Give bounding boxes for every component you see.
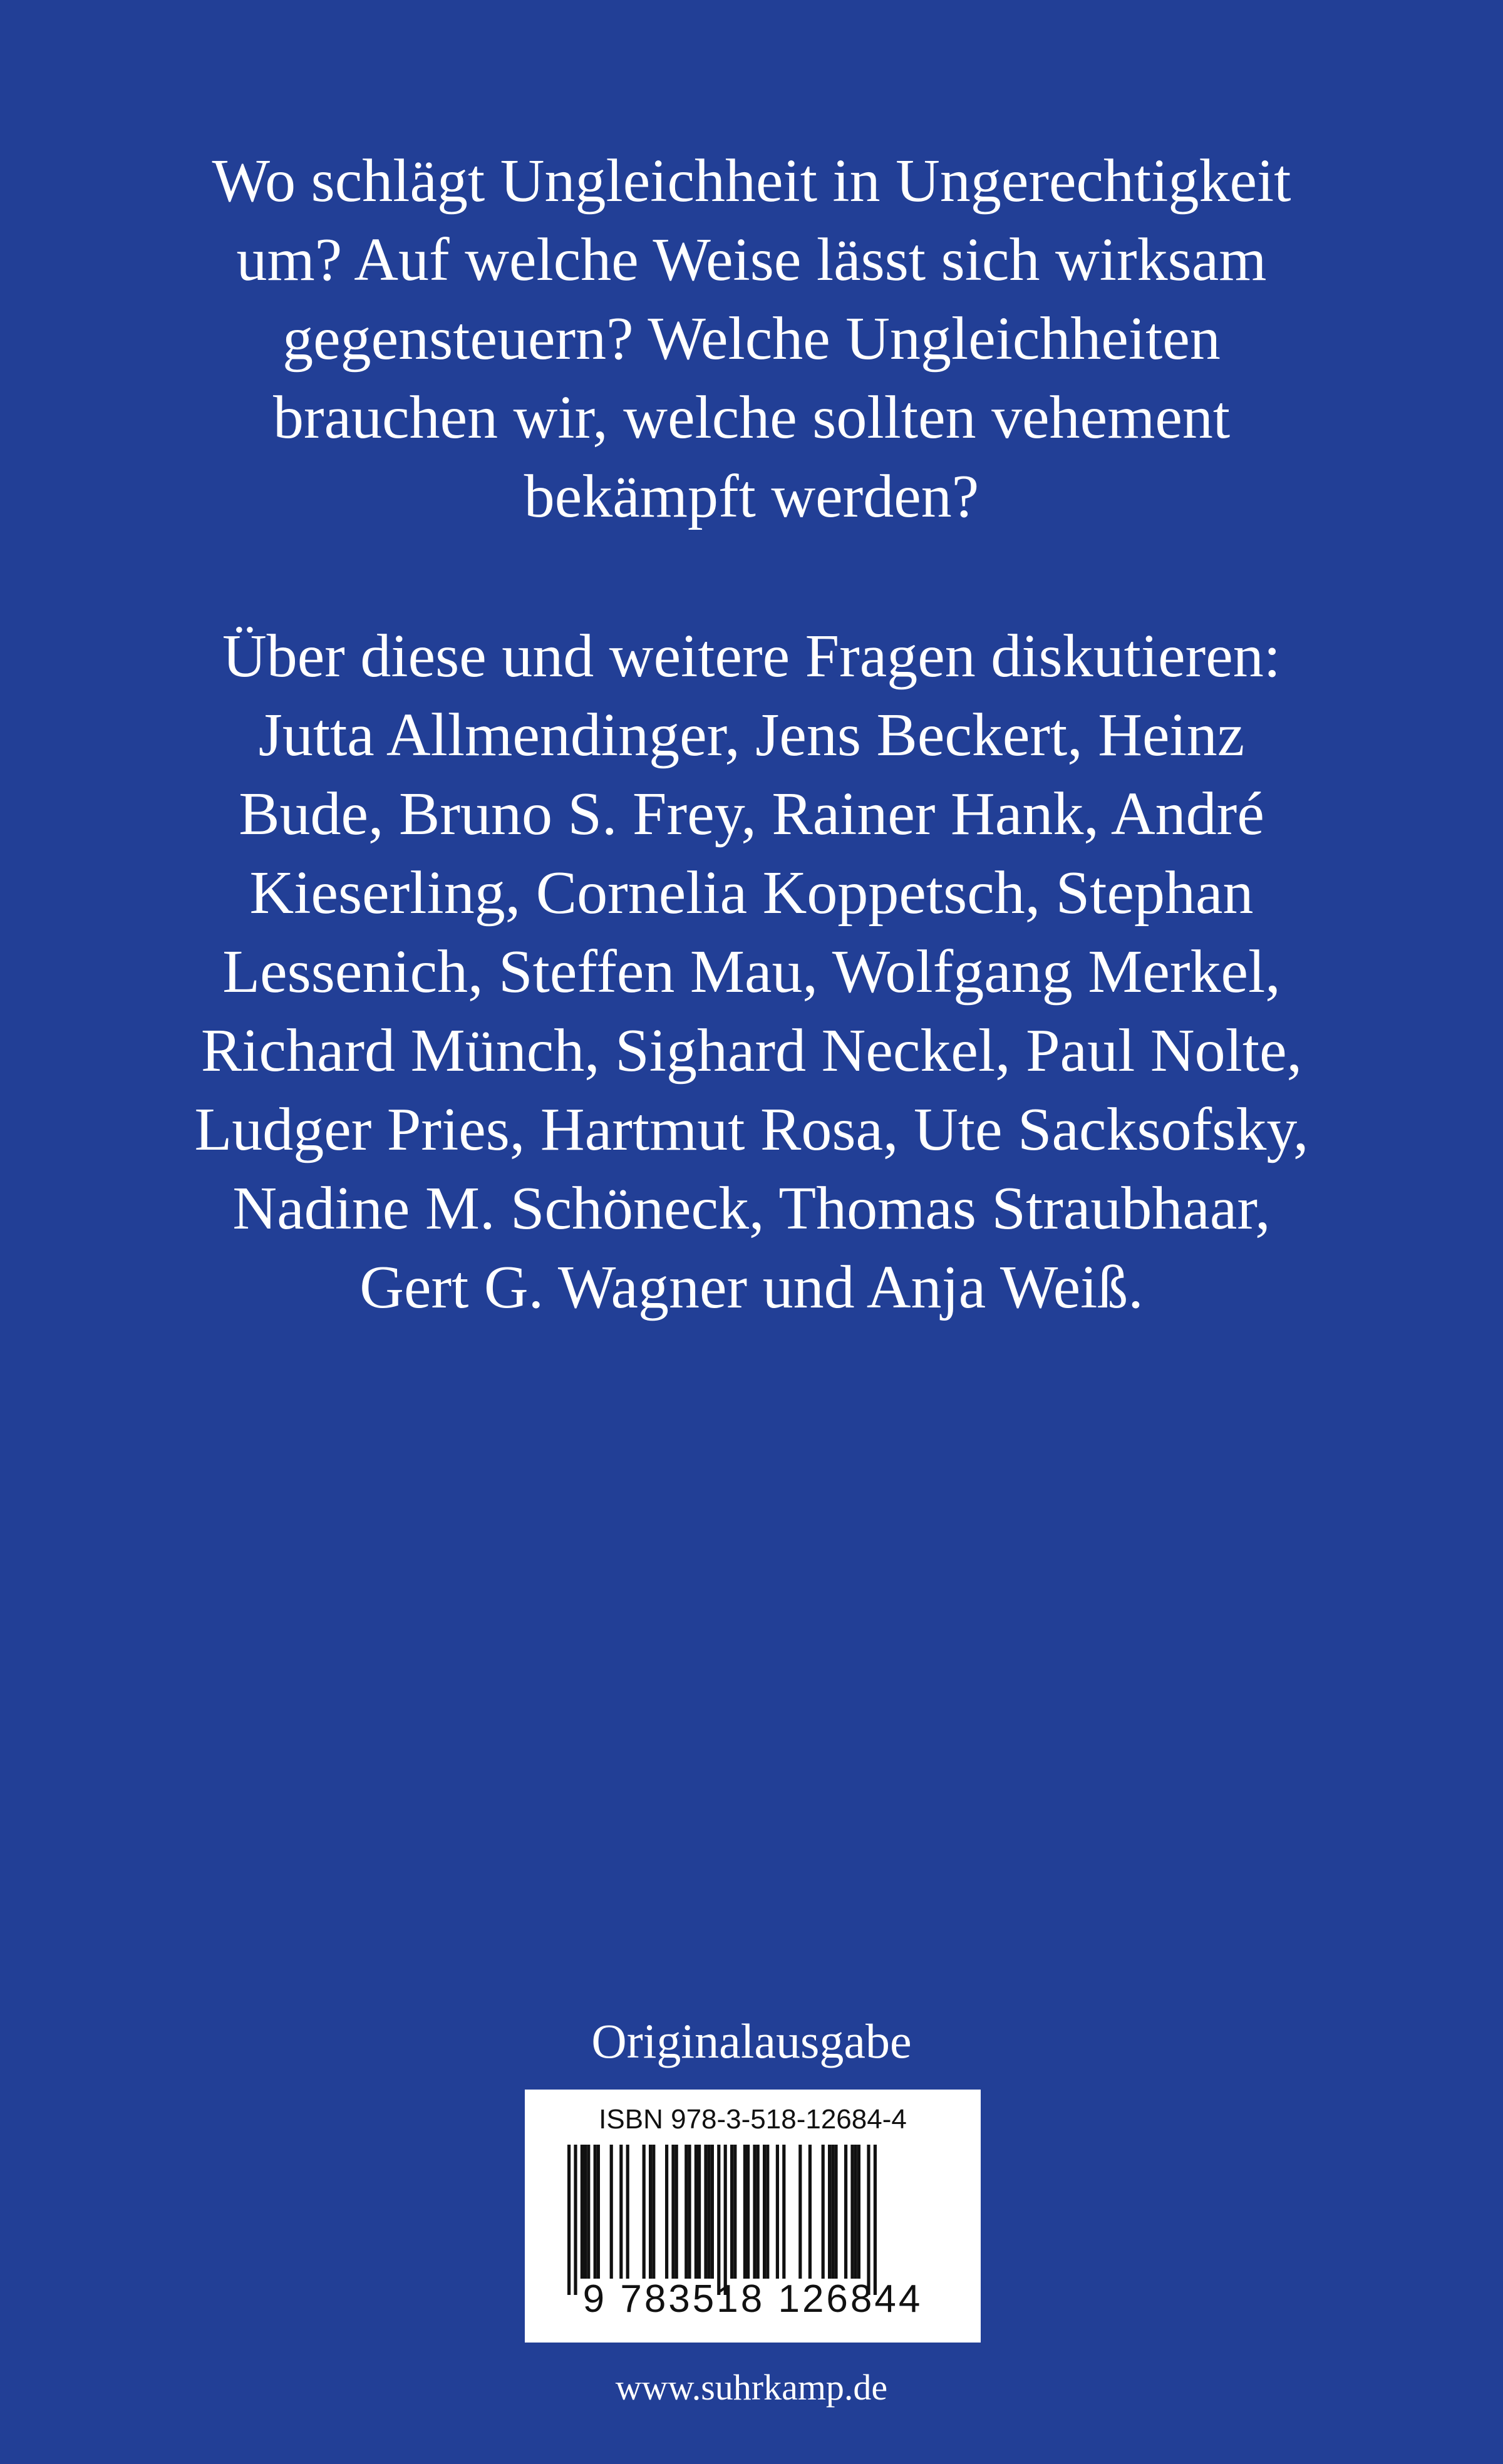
barcode-guard-bar <box>717 2145 720 2295</box>
barcode-bar <box>610 2145 613 2279</box>
barcode-bar <box>844 2145 847 2279</box>
barcode-bar <box>587 2145 590 2279</box>
barcode-bar <box>688 2145 691 2279</box>
ean-digits: 9 783518 126844 <box>582 2277 923 2321</box>
barcode-bar <box>857 2145 860 2279</box>
barcode-bar <box>708 2145 711 2279</box>
barcode-guard-bar <box>574 2145 577 2295</box>
publisher-url: www.suhrkamp.de <box>615 2367 888 2408</box>
contributors-line: Gert G. Wagner und Anja Weiß. <box>359 1254 1144 1321</box>
barcode-bar <box>753 2145 756 2279</box>
barcode-bar <box>649 2145 652 2279</box>
contributors-line: Bude, Bruno S. Frey, Rainer Hank, André <box>239 780 1264 848</box>
barcode-guard-bar <box>724 2145 727 2295</box>
barcode-bar <box>581 2145 584 2279</box>
blurb-line: um? Auf welche Weise lässt sich wirksam <box>236 226 1267 294</box>
barcode-bar <box>828 2145 831 2279</box>
blurb-line: gegensteuern? Welche Ungleichheiten <box>282 305 1221 373</box>
blurb-questions <box>125 142 1378 536</box>
blurb-line: brauchen wir, welche sollten vehement <box>272 384 1231 451</box>
barcode-bar <box>746 2145 750 2279</box>
barcode-bar <box>743 2145 746 2279</box>
barcode-bar <box>665 2145 668 2279</box>
contributors-line: Richard Münch, Sighard Neckel, Paul Nolte, <box>200 1017 1303 1085</box>
contributors-line: Nadine M. Schöneck, Thomas Straubhaar, <box>232 1175 1271 1242</box>
contributors-line: Lessenich, Steffen Mau, Wolfgang Merkel, <box>222 938 1281 1006</box>
barcode-bar <box>763 2145 766 2279</box>
contributors-line: Ludger Pries, Hartmut Rosa, Ute Sacksofsky, <box>194 1096 1309 1163</box>
contributors-line: Über diese und weitere Fragen diskutieren: <box>222 622 1281 690</box>
barcode-guard-bar <box>567 2145 571 2295</box>
barcode-bar <box>671 2145 674 2279</box>
barcode-bar <box>711 2145 714 2279</box>
barcode-bar <box>798 2145 802 2279</box>
barcode-bar <box>782 2145 785 2279</box>
barcode-bar <box>652 2145 655 2279</box>
barcode-bar <box>619 2145 622 2279</box>
isbn-label: ISBN 978-3-518-12684-4 <box>599 2104 907 2135</box>
barcode-bar <box>643 2145 646 2279</box>
barcode-guard-bar <box>874 2145 877 2295</box>
barcode-bar <box>597 2145 600 2279</box>
barcode-bar <box>684 2145 688 2279</box>
barcode-bar <box>626 2145 629 2279</box>
barcode-bar <box>766 2145 769 2279</box>
barcode-bar <box>730 2145 733 2279</box>
barcode-bar <box>704 2145 707 2279</box>
barcode-guard-bar <box>867 2145 870 2295</box>
barcode-bar <box>850 2145 854 2279</box>
blurb-contributors <box>125 617 1378 1327</box>
contributors-line: Kieserling, Cornelia Koppetsch, Stephan <box>249 859 1254 927</box>
barcode-bar <box>776 2145 779 2279</box>
barcode-bar <box>695 2145 698 2279</box>
barcode-bar <box>822 2145 825 2279</box>
barcode-bar <box>675 2145 678 2279</box>
barcode-bar <box>854 2145 857 2279</box>
barcode-bar <box>834 2145 837 2279</box>
edition-label: Originalausgabe <box>591 2014 912 2068</box>
barcode-bar <box>808 2145 812 2279</box>
barcode-bar <box>733 2145 736 2279</box>
barcode-bar <box>594 2145 597 2279</box>
barcode-panel <box>525 2090 981 2343</box>
contributors-line: Jutta Allmendinger, Jens Beckert, Heinz <box>258 701 1245 769</box>
barcode-bar <box>831 2145 834 2279</box>
blurb-line: Wo schlägt Ungleichheit in Ungerechtigkeit <box>212 147 1291 215</box>
barcode-bar <box>584 2145 587 2279</box>
barcode-bar <box>757 2145 760 2279</box>
barcode-bar <box>698 2145 701 2279</box>
blurb-line: bekämpft werden? <box>524 463 979 530</box>
